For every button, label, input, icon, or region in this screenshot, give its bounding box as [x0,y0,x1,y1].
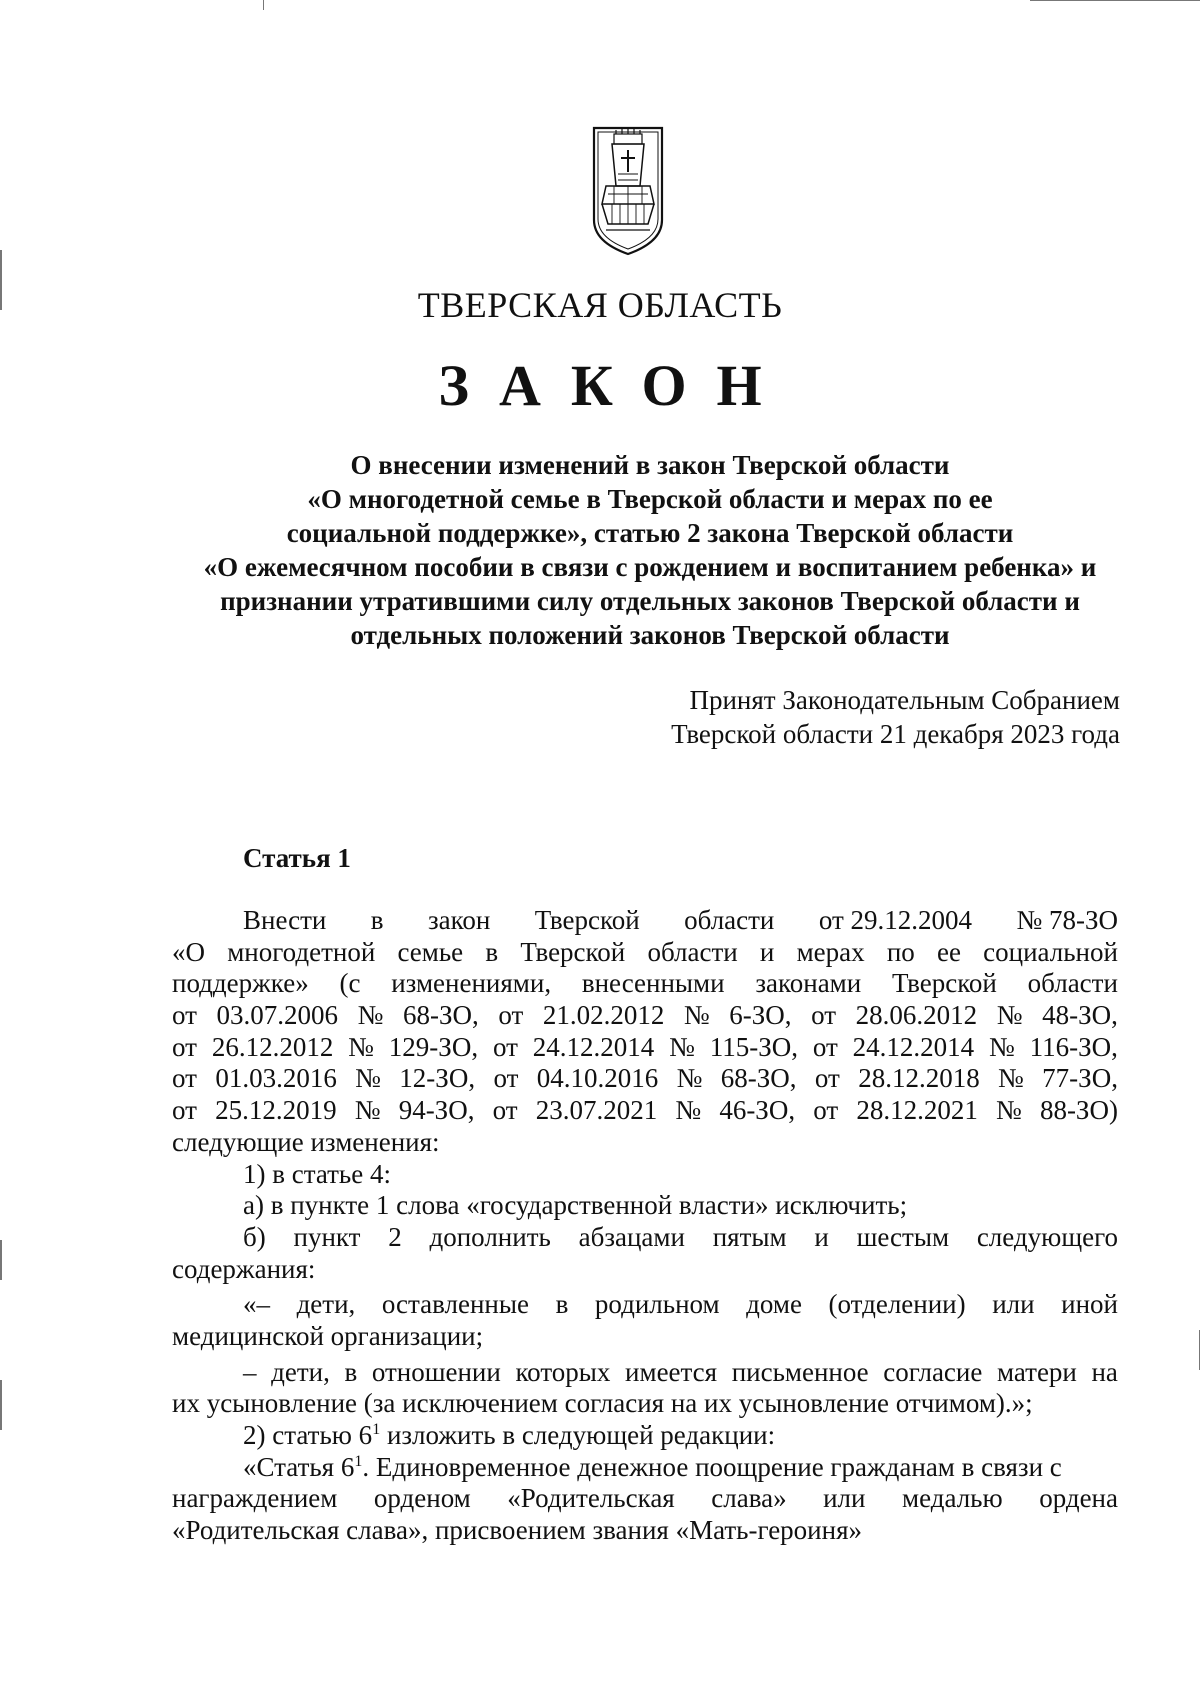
quoted-text-end: их усыновление (за исключением согласия на их усыновление отчимом).»; [172,1388,1033,1419]
amendment-item-2 [172,1420,1118,1452]
law-title [160,448,1140,652]
intro-word: от 29.12.2004 [818,905,973,935]
intro-line: поддержке» (с изменениями, внесенными законами Тверской области [172,968,1118,999]
scan-mark [263,0,264,10]
item2-text: 2) статью 6 [243,1420,373,1450]
tver-coat-of-arms-icon [588,124,668,258]
article-6-1-heading-line: награждением орденом «Родительская слава» или медалью ордена [172,1483,1118,1514]
intro-word: области [684,905,775,935]
amendment-item-1a: а) в пункте 1 слова «государственной власти» исключить; [243,1190,908,1221]
document-type: ЗАКОН [438,353,792,418]
scan-mark [0,250,2,310]
item2-text: изложить в следующей редакции: [380,1420,776,1450]
amendment-item-1: 1) в статье 4: [243,1158,391,1189]
article-6-1-heading [172,1452,1118,1484]
article-body [172,905,1118,1547]
quoted-text: «– дети, оставленные в родильном доме (отделении) или иной [243,1289,1118,1320]
quoted-text-end: медицинской организации; [172,1320,484,1351]
intro-line: от 25.12.2019 № 94-ЗО, от 23.07.2021 № 46-ЗО, от 28.12.2021 № 88-ЗО) [172,1095,1118,1126]
article-heading: Статья 1 [243,843,351,873]
intro-last-line: следующие изменения: [172,1126,440,1157]
intro-first-line [172,905,1118,937]
intro-line: от 03.07.2006 № 68-ЗО, от 21.02.2012 № 6-ЗО, от 28.06.2012 № 48-ЗО, [172,1000,1118,1031]
intro-word: закон [427,905,491,935]
superscript: 1 [354,1452,363,1470]
intro-line: от 01.03.2016 № 12-ЗО, от 04.10.2016 № 68-ЗО, от 28.12.2018 № 77-ЗО, [172,1063,1118,1094]
law-title-line: социальной поддержке», статью 2 закона Тверской области [286,518,1014,548]
law-title-line: «О ежемесячном пособии в связи с рождением и воспитанием ребенка» и [203,552,1097,582]
intro-word: № 78-ЗО [1016,905,1118,935]
art61-text: . Единовременное денежное поощрение гражданам в связи с [362,1451,1062,1482]
amendment-item-1b-end: содержания: [172,1253,316,1284]
art61-text: «Статья 6 [243,1451,355,1482]
intro-word: Тверской [534,905,640,935]
superscript: 1 [372,1421,381,1438]
quoted-text: – дети, в отношении которых имеется письменное согласие матери на [243,1356,1118,1387]
law-title-line: отдельных положений законов Тверской области [350,620,950,650]
adoption-note [671,683,1120,751]
intro-word: Внести [243,905,327,935]
scan-mark [0,1240,2,1280]
law-title-line: «О многодетной семье в Тверской области и мерах по ее [307,484,993,514]
region-name: ТВЕРСКАЯ ОБЛАСТЬ [417,285,783,325]
adoption-line: Тверской области 21 декабря 2023 года [671,719,1120,749]
intro-line: от 26.12.2012 № 129-ЗО, от 24.12.2014 № 115-ЗО, от 24.12.2014 № 116-ЗО, [172,1031,1118,1062]
scan-mark [1030,0,1200,1]
adoption-line: Принят Законодательным Собранием [689,685,1120,715]
intro-word: в [370,905,384,935]
law-title-line: О внесении изменений в закон Тверской области [350,450,950,480]
intro-line: «О многодетной семье в Тверской области и мерах по ее социальной [172,936,1118,967]
amendment-item-1b: б) пункт 2 дополнить абзацами пятым и шестым следующего [243,1221,1118,1252]
scan-mark [0,1380,2,1430]
law-title-line: признании утратившими силу отдельных законов Тверской области и [220,586,1080,616]
article-6-1-heading-line: «Родительская слава», присвоением звания «Мать-героиня» [172,1515,862,1546]
